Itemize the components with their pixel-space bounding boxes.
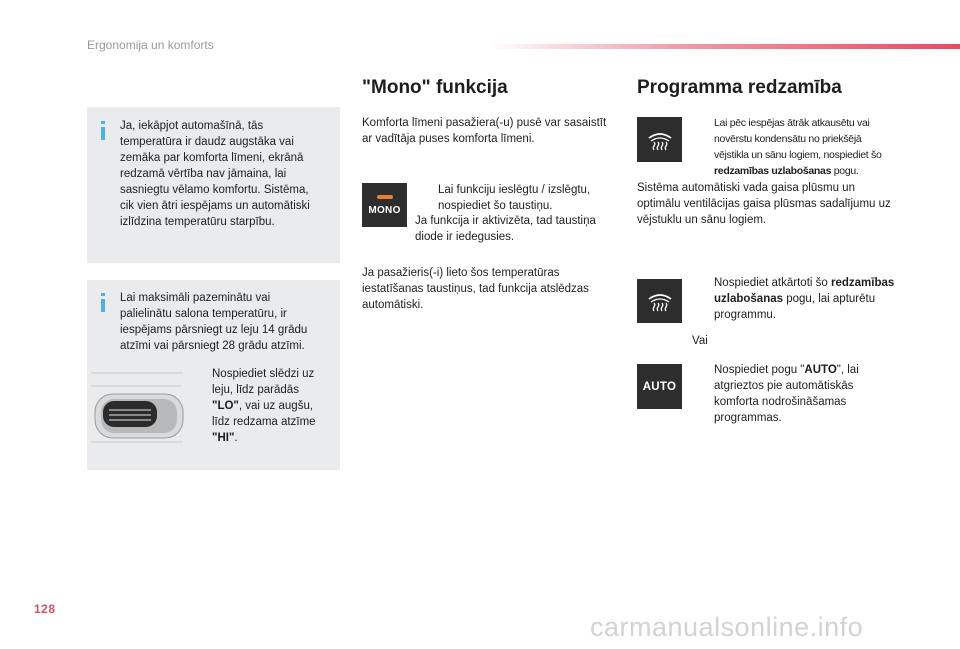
mono-step: Lai funkciju ieslēgtu / izslēgtu, nospiediet šo taustiņu. (438, 184, 591, 212)
visibility-button-icon (637, 117, 682, 162)
mono-button-label: MONO (368, 204, 401, 216)
visibility-title: Programma redzamība (637, 77, 842, 98)
mono-intro: Komforta līmeni pasažiera(-u) pusē var sasaistīt ar vadītāja puses komforta līmeni. (362, 117, 607, 145)
info-icon-bar (101, 127, 105, 140)
windscreen-demist-icon (647, 290, 673, 312)
visibility-button-icon-2 (637, 279, 682, 323)
led-indicator-icon (377, 195, 393, 199)
mono-step-note: Ja funkcija ir aktivizēta, tad taustiņa diode ir iedegusies. (415, 215, 596, 243)
page-number: 128 (34, 602, 56, 616)
info-box-2 (87, 280, 340, 470)
header-gradient-bar (490, 44, 960, 49)
mono-button-icon (362, 183, 407, 227)
auto-button-icon (637, 364, 682, 409)
info-box-1 (87, 107, 340, 263)
info-icon-bar (101, 299, 105, 312)
mono-title: "Mono" funkcija (362, 77, 508, 98)
visibility-system-text: Sistēma automātiski vada gaisa plūsmu un optimālu ventilācijas gaisa plūsmas sadalījumu uz vējstuklu un sānu logiem. (637, 182, 891, 226)
info-icon (101, 121, 105, 124)
watermark: carmanualsonline.info (590, 612, 864, 642)
visibility-step-2: Nospiediet atkārtoti šo redzamības uzlabošanas pogu, lai apturētu programmu. (714, 277, 895, 321)
visibility-step-1: Lai pēc iespējas ātrāk atkausētu vai novērstu kondensātu no priekšējā vējstikla un sānu logiem, nospiediet šo redzamības uzlabošanas pogu. (714, 117, 882, 177)
switch-instruction: Nospiediet slēdzi uz leju, līdz parādās "LO", vai uz augšu, līdz redzama atzīme "HI". (212, 368, 316, 444)
temperature-switch-illustration (91, 366, 197, 454)
or-label: Vai (692, 335, 708, 347)
info-box-2-text: Lai maksimāli pazeminātu vai palielinātu salona temperatūru, ir iespējams pārsniegt uz leju 14 grādu atzīmi vai pārsniegt 28 grādu atzīmi. (120, 292, 308, 352)
windscreen-demist-icon (647, 129, 673, 151)
visibility-step-3: Nospiediet pogu "AUTO", lai atgrieztos pie automātiskās komforta nodrošināšamas programmas. (714, 364, 859, 424)
info-icon (101, 293, 105, 296)
section-title: Ergonomija un komforts (87, 38, 214, 52)
auto-button-label: AUTO (642, 380, 677, 393)
mono-outro: Ja pasažieris(-i) lieto šos temperatūras iestatīšanas taustiņus, tad funkcija atslēdzas automātiski. (362, 267, 589, 311)
info-box-1-text: Ja, iekāpjot automašīnā, tās temperatūra ir daudz augstāka vai zemāka par komforta līmeni, ekrānā redzamā vērtība nav jāmaina, lai sasniegtu vēlamo komfortu. Sistēma, cik vien ātri iespējams un automātiski izlīdzina temperatūru starpību. (120, 120, 310, 228)
